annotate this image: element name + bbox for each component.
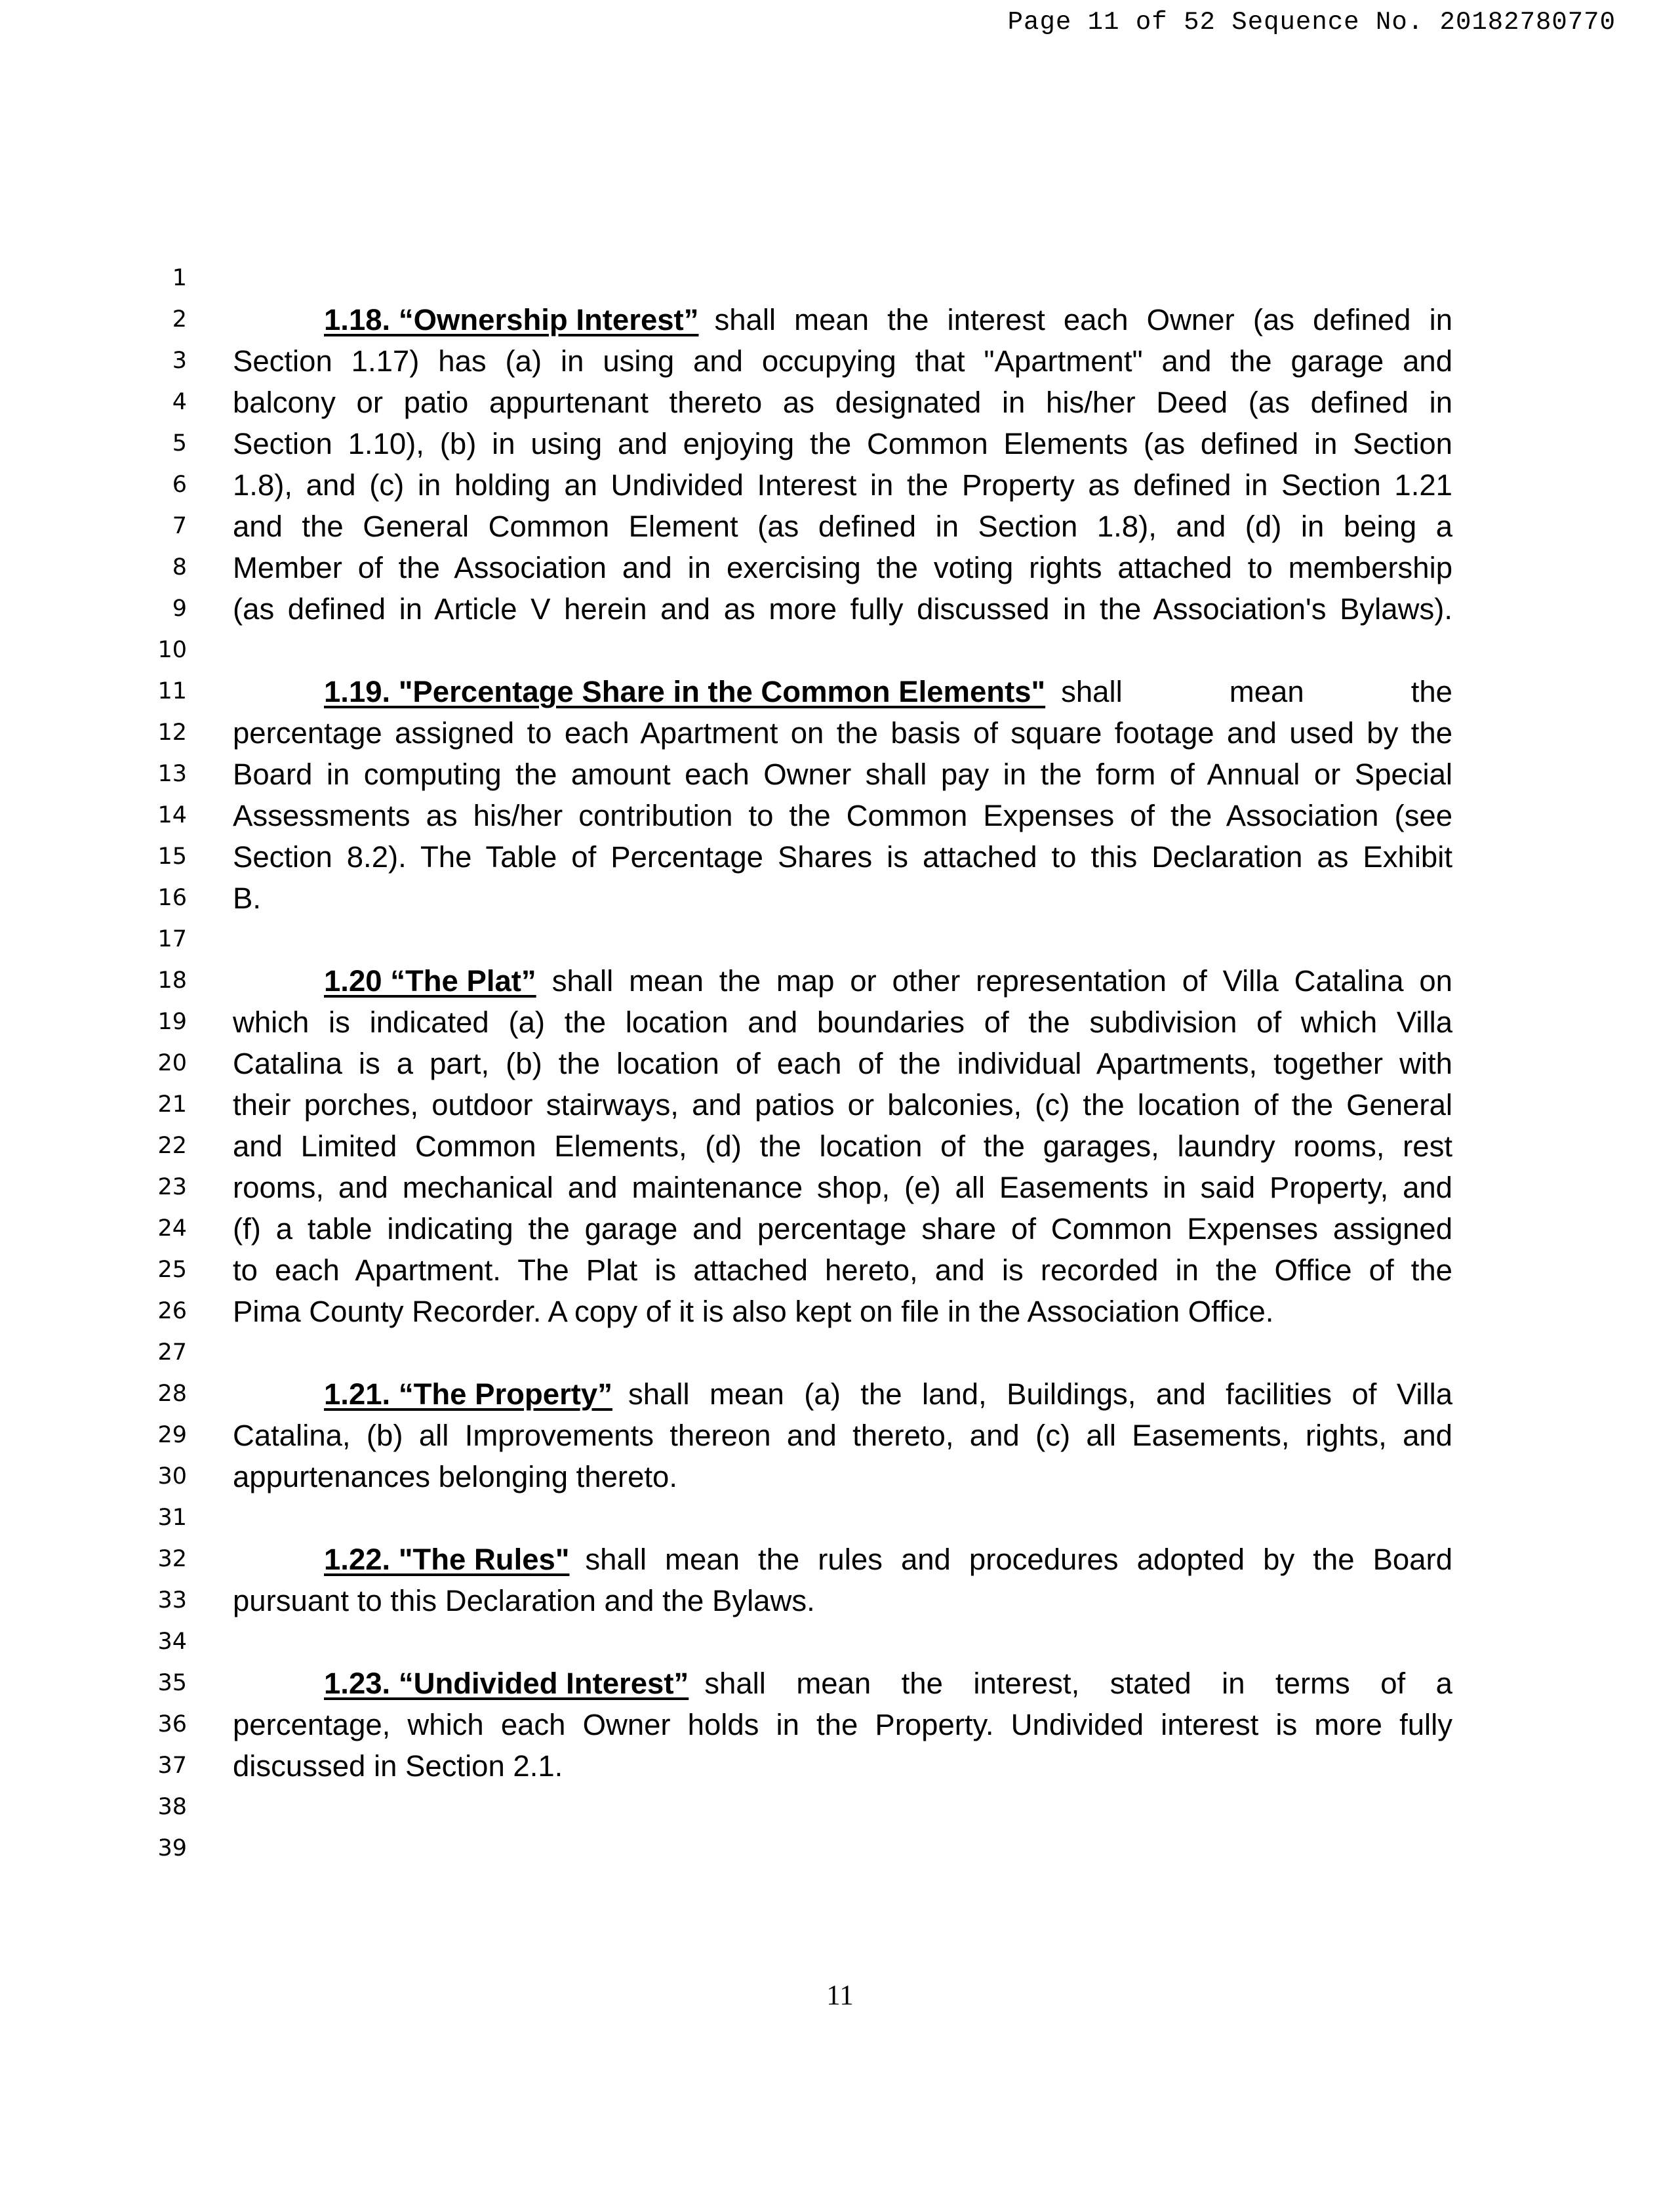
page-number: 11 bbox=[826, 1980, 854, 2011]
line-21 bbox=[0, 1084, 1680, 1125]
line-34 bbox=[0, 1621, 1680, 1663]
line-35 bbox=[0, 1663, 1680, 1704]
section-heading-1-20: 1.20 “The Plat” bbox=[324, 964, 536, 998]
line-number: 29 bbox=[157, 1422, 187, 1448]
line-17 bbox=[0, 919, 1680, 960]
body-text: Member of the Association and in exercising the voting rights attached to membership bbox=[233, 551, 1452, 584]
line-33 bbox=[0, 1580, 1680, 1621]
body-text: (f) a table indicating the garage and percentage share of Common Expenses assigned bbox=[233, 1212, 1452, 1246]
line-24 bbox=[0, 1208, 1680, 1249]
line-number: 12 bbox=[157, 720, 187, 746]
line-20 bbox=[0, 1043, 1680, 1084]
line-5 bbox=[0, 423, 1680, 464]
line-number: 19 bbox=[157, 1009, 187, 1035]
line-number: 8 bbox=[172, 554, 187, 580]
line-32 bbox=[0, 1539, 1680, 1580]
body-text: and Limited Common Elements, (d) the location of the garages, laundry rooms, rest bbox=[233, 1129, 1452, 1163]
line-37 bbox=[0, 1745, 1680, 1787]
line-number: 28 bbox=[157, 1381, 187, 1407]
line-12 bbox=[0, 712, 1680, 754]
body-text: discussed in Section 2.1. bbox=[233, 1749, 563, 1783]
line-23 bbox=[0, 1167, 1680, 1208]
body-text: appurtenances belonging thereto. bbox=[233, 1460, 677, 1493]
line-30 bbox=[0, 1456, 1680, 1497]
body-text bbox=[233, 1663, 1452, 1704]
text-run: shall mean the rules and procedures adopted by the Board bbox=[585, 1543, 1452, 1576]
line-number: 18 bbox=[157, 967, 187, 994]
body-text: B. bbox=[233, 882, 261, 915]
line-2 bbox=[0, 299, 1680, 340]
line-16 bbox=[0, 878, 1680, 919]
line-3 bbox=[0, 340, 1680, 382]
body-text bbox=[233, 299, 1452, 340]
line-number: 10 bbox=[157, 637, 187, 663]
line-number: 3 bbox=[172, 348, 187, 374]
line-19 bbox=[0, 1002, 1680, 1043]
page-header: Page 11 of 52 Sequence No. 20182780770 bbox=[1007, 8, 1616, 37]
line-number: 16 bbox=[157, 885, 187, 911]
body-text: Board in computing the amount each Owner shall pay in the form of Annual or Special bbox=[233, 758, 1452, 791]
line-number: 37 bbox=[157, 1753, 187, 1779]
body-text: to each Apartment. The Plat is attached hereto, and is recorded in the Office of the bbox=[233, 1253, 1452, 1287]
line-number: 32 bbox=[157, 1546, 187, 1572]
body-text: percentage assigned to each Apartment on the basis of square footage and used by the bbox=[233, 716, 1452, 750]
line-number: 9 bbox=[172, 596, 187, 622]
line-number: 26 bbox=[157, 1298, 187, 1324]
line-number: 35 bbox=[157, 1670, 187, 1696]
line-26 bbox=[0, 1291, 1680, 1332]
body-text: Catalina, (b) all Improvements thereon and thereto, and (c) all Easements, rights, and bbox=[233, 1419, 1452, 1452]
line-number: 21 bbox=[157, 1091, 187, 1118]
line-25 bbox=[0, 1249, 1680, 1291]
line-number: 15 bbox=[157, 843, 187, 870]
line-6 bbox=[0, 464, 1680, 506]
body-text: rooms, and mechanical and maintenance shop, (e) all Easements in said Property, and bbox=[233, 1171, 1452, 1204]
text-run: shall mean the interest, stated in terms of a bbox=[704, 1667, 1452, 1700]
line-38 bbox=[0, 1787, 1680, 1828]
line-7 bbox=[0, 506, 1680, 547]
body-text: Section 1.10), (b) in using and enjoying the Common Elements (as defined in Section bbox=[233, 427, 1452, 460]
body-text: Assessments as his/her contribution to the Common Expenses of the Association (see bbox=[233, 799, 1452, 832]
line-18 bbox=[0, 960, 1680, 1002]
text-run: shall mean the bbox=[1061, 675, 1452, 708]
section-heading-1-18: 1.18. “Ownership Interest” bbox=[324, 303, 699, 336]
line-15 bbox=[0, 836, 1680, 878]
line-9 bbox=[0, 588, 1680, 630]
line-number: 27 bbox=[157, 1339, 187, 1366]
line-number: 36 bbox=[157, 1711, 187, 1737]
text-run: shall mean the map or other representation of Villa Catalina on bbox=[551, 964, 1452, 998]
section-heading-1-19: 1.19. "Percentage Share in the Common Elements" bbox=[324, 675, 1046, 708]
body-text: Catalina is a part, (b) the location of each of the individual Apartments, together with bbox=[233, 1047, 1452, 1080]
line-number: 22 bbox=[157, 1133, 187, 1159]
body-text: percentage, which each Owner holds in the Property. Undivided interest is more fully bbox=[233, 1708, 1452, 1741]
line-39 bbox=[0, 1828, 1680, 1869]
body-text: Section 1.17) has (a) in using and occupying that "Apartment" and the garage and bbox=[233, 344, 1452, 378]
line-31 bbox=[0, 1497, 1680, 1539]
line-number: 23 bbox=[157, 1174, 187, 1200]
line-11 bbox=[0, 671, 1680, 712]
line-number: 7 bbox=[172, 513, 187, 539]
section-heading-1-21: 1.21. “The Property” bbox=[324, 1377, 612, 1411]
line-4 bbox=[0, 382, 1680, 423]
body-text: Pima County Recorder. A copy of it is also kept on file in the Association Office. bbox=[233, 1295, 1274, 1328]
line-number: 5 bbox=[172, 430, 187, 456]
line-10 bbox=[0, 630, 1680, 671]
line-number: 34 bbox=[157, 1629, 187, 1655]
line-number: 25 bbox=[157, 1257, 187, 1283]
line-number: 17 bbox=[157, 926, 187, 952]
line-number: 24 bbox=[157, 1215, 187, 1242]
body-text: their porches, outdoor stairways, and patios or balconies, (c) the location of the General bbox=[233, 1088, 1452, 1122]
body-text: which is indicated (a) the location and boundaries of the subdivision of which Villa bbox=[233, 1005, 1452, 1039]
line-13 bbox=[0, 754, 1680, 795]
line-number: 1 bbox=[172, 265, 187, 291]
line-number: 30 bbox=[157, 1463, 187, 1490]
line-36 bbox=[0, 1704, 1680, 1745]
line-number: 6 bbox=[172, 472, 187, 498]
body-text bbox=[233, 1539, 1452, 1580]
body-text: (as defined in Article V herein and as more fully discussed in the Association's Bylaws). bbox=[233, 592, 1452, 626]
line-22 bbox=[0, 1125, 1680, 1167]
line-number: 39 bbox=[157, 1835, 187, 1861]
line-number: 11 bbox=[157, 678, 187, 704]
line-number: 20 bbox=[157, 1050, 187, 1076]
body-text: pursuant to this Declaration and the Bylaws. bbox=[233, 1584, 815, 1617]
section-heading-1-23: 1.23. “Undivided Interest” bbox=[324, 1667, 689, 1700]
line-27 bbox=[0, 1332, 1680, 1373]
line-number: 4 bbox=[172, 389, 187, 415]
body-text: Section 8.2). The Table of Percentage Shares is attached to this Declaration as Exhibit bbox=[233, 840, 1452, 874]
body-text: and the General Common Element (as defined in Section 1.8), and (d) in being a bbox=[233, 510, 1452, 543]
section-heading-1-22: 1.22. "The Rules" bbox=[324, 1543, 570, 1576]
line-number: 14 bbox=[157, 802, 187, 828]
text-run: shall mean (a) the land, Buildings, and facilities of Villa bbox=[628, 1377, 1452, 1411]
line-28 bbox=[0, 1373, 1680, 1415]
body-text: 1.8), and (c) in holding an Undivided Interest in the Property as defined in Section 1.21 bbox=[233, 468, 1452, 502]
line-number: 38 bbox=[157, 1794, 187, 1820]
line-number: 2 bbox=[172, 306, 187, 333]
body-text: balcony or patio appurtenant thereto as designated in his/her Deed (as defined in bbox=[233, 386, 1452, 419]
body-text bbox=[233, 1373, 1452, 1415]
line-number: 33 bbox=[157, 1587, 187, 1613]
line-8 bbox=[0, 547, 1680, 588]
line-number: 13 bbox=[157, 761, 187, 787]
line-14 bbox=[0, 795, 1680, 836]
line-29 bbox=[0, 1415, 1680, 1456]
text-run: shall mean the interest each Owner (as defined in bbox=[714, 303, 1452, 336]
line-1 bbox=[0, 258, 1680, 299]
line-number: 31 bbox=[157, 1505, 187, 1531]
body-text bbox=[233, 960, 1452, 1002]
body-text bbox=[233, 671, 1452, 712]
